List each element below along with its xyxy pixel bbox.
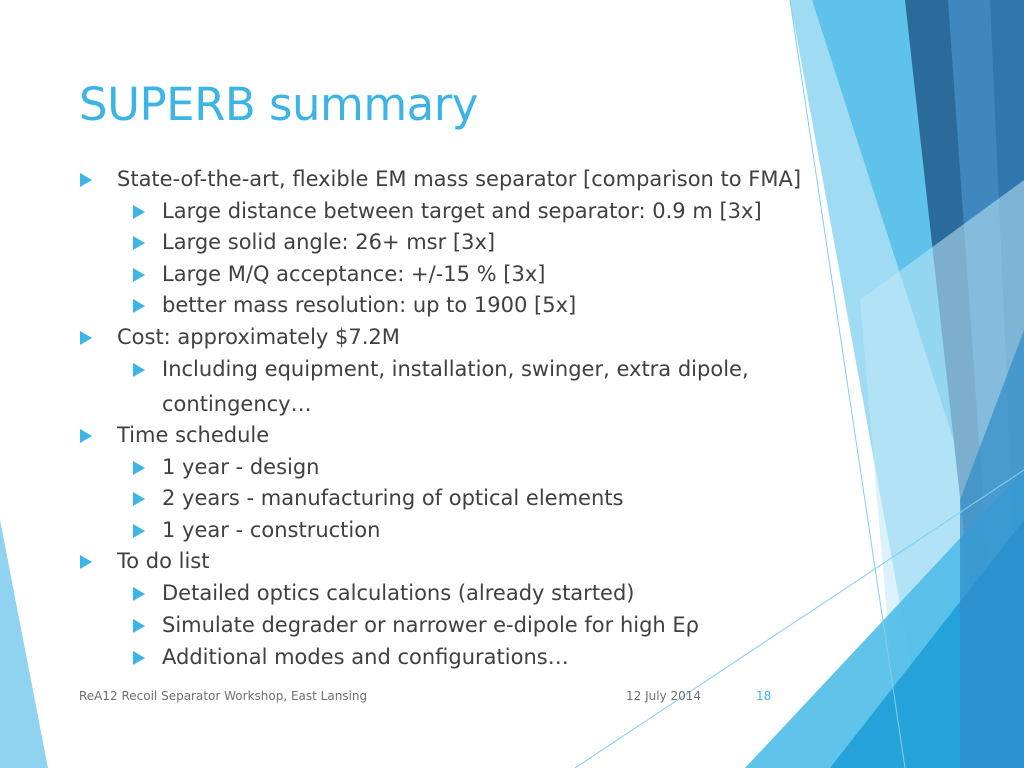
bullet-text: Including equipment, installation, swinger, extra dipole, — [162, 357, 749, 381]
bullet-text: 1 year - design — [162, 455, 320, 479]
bullet-arrow-icon — [133, 651, 145, 665]
bullet-text: Simulate degrader or narrower e-dipole for high Eρ — [162, 613, 700, 637]
bullet-item — [162, 258, 545, 290]
footer-date: 12 July 2014 — [626, 689, 702, 703]
bullet-item — [162, 226, 495, 258]
bullet-arrow-icon — [80, 331, 92, 345]
bullet-text: Time schedule — [117, 423, 270, 447]
bullet-item — [162, 641, 569, 673]
bullet-text: Additional modes and configurations… — [162, 645, 569, 669]
bullet-item — [162, 514, 380, 546]
bullet-item — [117, 545, 209, 577]
bullet-item — [117, 419, 269, 451]
bullet-arrow-icon — [133, 299, 145, 313]
bullet-text: To do list — [117, 549, 210, 573]
bullet-arrow-icon — [133, 587, 145, 601]
bullet-item — [162, 482, 623, 514]
bullet-arrow-icon — [80, 429, 92, 443]
slide-number: 18 — [756, 689, 772, 703]
bullet-text: Large distance between target and separator: 0.9 m [3x] — [162, 199, 762, 223]
bullet-text: Large M/Q acceptance: +/-15 % [3x] — [162, 262, 546, 286]
bullet-arrow-icon — [133, 363, 145, 377]
bullet-text: contingency… — [162, 392, 312, 416]
bullet-item — [117, 321, 400, 353]
bullet-text: 2 years - manufacturing of optical elements — [162, 486, 624, 510]
bullet-text: 1 year - construction — [162, 518, 381, 542]
bullet-continuation — [162, 388, 312, 420]
bullet-arrow-icon — [133, 461, 145, 475]
bullet-arrow-icon — [133, 205, 145, 219]
bullet-item — [162, 289, 576, 321]
bullet-item — [162, 195, 762, 227]
bullet-item — [162, 577, 635, 609]
bullet-arrow-icon — [133, 492, 145, 506]
bullet-arrow-icon — [133, 268, 145, 282]
bullet-arrow-icon — [80, 173, 92, 187]
bullet-arrow-icon — [133, 524, 145, 538]
bullet-text: better mass resolution: up to 1900 [5x] — [162, 293, 577, 317]
bullet-arrow-icon — [133, 619, 145, 633]
bullet-text: Detailed optics calculations (already started) — [162, 581, 635, 605]
bullet-item — [162, 609, 699, 641]
bullet-text: Large solid angle: 26+ msr [3x] — [162, 230, 496, 254]
footer-event: ReA12 Recoil Separator Workshop, East Lansing — [79, 689, 368, 703]
bullet-item — [162, 451, 319, 483]
bullet-text: Cost: approximately $7.2M — [117, 325, 400, 349]
bullet-text: State-of-the-art, flexible EM mass separator [comparison to FMA] — [117, 167, 802, 191]
slide-title: SUPERB summary — [79, 78, 478, 131]
bullet-arrow-icon — [80, 555, 92, 569]
bullet-item — [117, 163, 801, 195]
bullet-arrow-icon — [133, 236, 145, 250]
bullet-item — [162, 353, 749, 385]
